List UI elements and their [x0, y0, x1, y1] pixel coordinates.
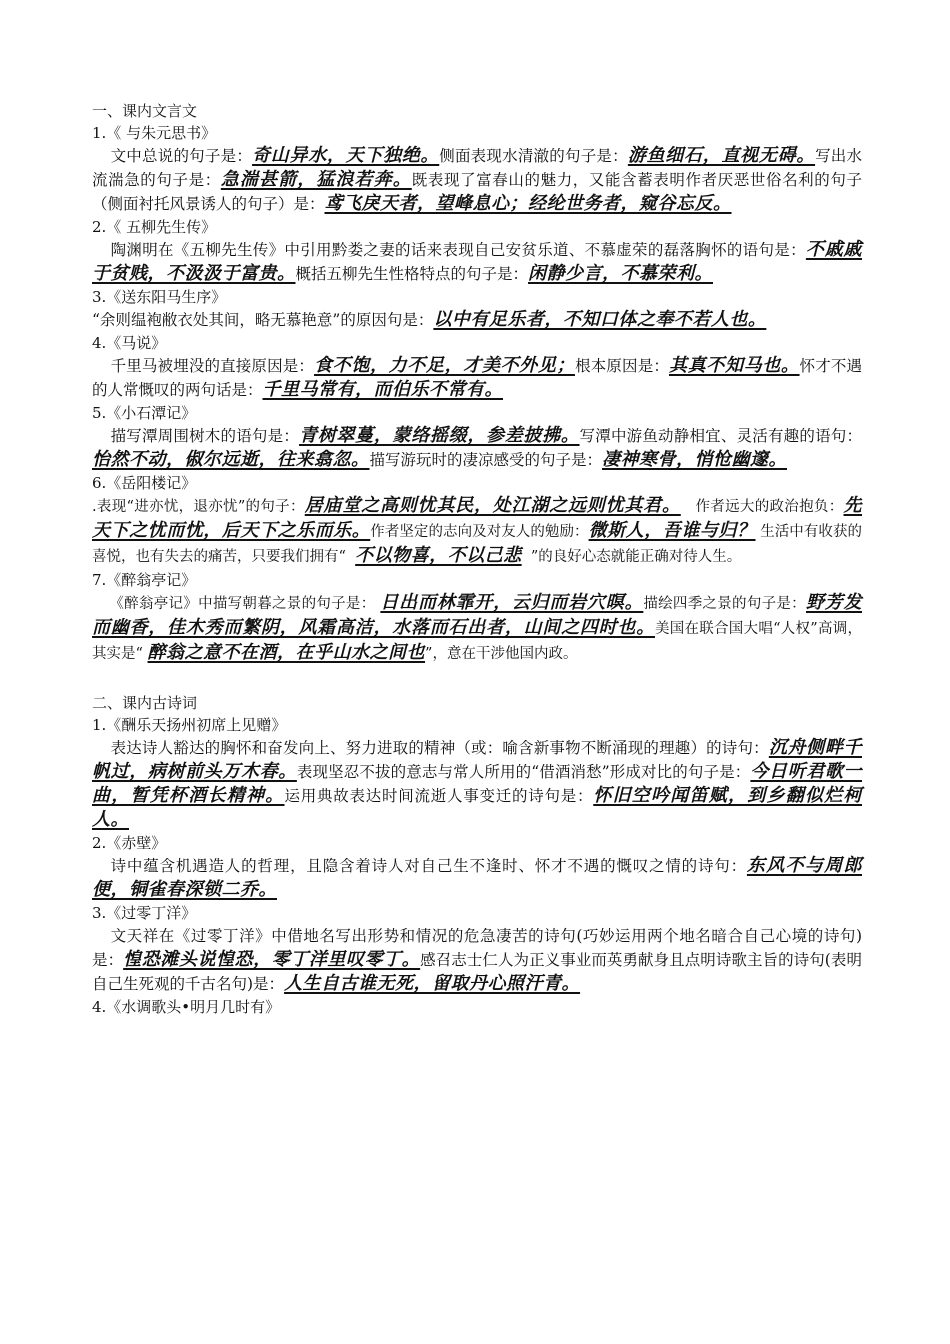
answer-text: 闲静少言，不慕荣利。 — [528, 263, 714, 284]
question-text: 表现坚忍不拔的意志与常人所用的“借酒消愁”形成对比的句子是： — [296, 763, 751, 781]
question-text: 描绘四季之景的句子是： — [643, 596, 806, 612]
answer-text: 微斯人，吾谁与归？ — [588, 520, 756, 541]
item-title-shuidiaogetou: 4.《水调歌头•明月几时有》 — [92, 998, 281, 1016]
question-text: ”的良好心态就能正确对待人生。 — [530, 549, 742, 565]
item-title-mashuo: 4.《马说》 — [92, 334, 167, 352]
question-text: 表达诗人豁达的胸怀和奋发向上、努力进取的精神（或：喻含新事物不断涌现的理趣）的诗句： — [110, 739, 769, 757]
question-text: 既表现了富春山的魅力，又能含蓄表明作者厌恶世俗名利的句子（侧面衬托风景诱人的句子）是： — [92, 171, 862, 213]
item-title-chou-letian: 1.《酬乐天扬州初席上见赠》 — [92, 716, 287, 734]
question-text: 文天祥在《过零丁洋》中借地名写出形势和情况的危急凄苦的诗句(巧妙运用两个地名暗合自己心境的诗句)是： — [92, 927, 862, 969]
item-title-guolingdingyang: 3.《过零丁洋》 — [92, 904, 197, 922]
item-body-xiaoshitan — [92, 424, 862, 472]
section-heading-classical-poetry: 二、课内古诗词 — [92, 694, 198, 712]
answer-text: 居庙堂之高则忧其民，处江湖之远则忧其君。 — [304, 495, 681, 516]
answer-text: 不以物喜，不以己悲 — [355, 545, 522, 566]
item-body-zuiwengting — [92, 591, 862, 666]
question-text: 生活中有收获的喜悦，也有失去的痛苦，只要我们拥有“ — [92, 524, 863, 565]
answer-text: 奇山异水，天下独绝。 — [252, 145, 440, 166]
answer-text: 青树翠蔓，蒙络摇缀，参差披拂。 — [299, 425, 580, 446]
section-spacer — [92, 666, 862, 692]
question-text: 作者坚定的志向及对友人的勉励： — [370, 524, 589, 540]
question-text: ”，意在干涉他国内政。 — [425, 646, 578, 662]
answer-text: 以中有足乐者，不知口体之奉不若人也。 — [433, 309, 767, 330]
answer-text: 惶恐滩头说惶恐，零丁洋里叹零丁。 — [123, 949, 421, 970]
item-body-yuzhuyuansi — [92, 144, 862, 216]
question-text: 作者远大的政治抱负： — [695, 499, 844, 515]
question-text: 描写潭周围树木的语句是： — [110, 427, 300, 445]
answer-text: 人生自古谁无死，留取丹心照汗青。 — [284, 973, 581, 994]
section-heading-classical-prose: 一、课内文言文 — [92, 102, 198, 120]
answer-text: 今日听君歌一曲，暂凭杯酒长精神。 — [92, 761, 863, 806]
answer-text: 其真不知马也。 — [669, 355, 800, 376]
question-text: 感召志士仁人为正义事业而英勇献身且点明诗歌主旨的诗句(表明自己生死观的千古名句)是： — [92, 951, 862, 993]
item-title-wuliu: 2.《 五柳先生传》 — [92, 218, 217, 236]
question-text: 根本原因是： — [574, 357, 669, 375]
answer-text: 鸢飞戾天者，望峰息心；经纶世务者，窥谷忘反。 — [324, 193, 732, 214]
question-text: 运用典故表达时间流逝人事变迁的诗句是： — [284, 787, 594, 805]
item-title-xiaoshitan: 5.《小石潭记》 — [92, 404, 197, 422]
answer-text: 怀旧空吟闻笛赋，到乡翻似烂柯人。 — [92, 785, 862, 830]
item-title-chibi: 2.《赤壁》 — [92, 834, 167, 852]
item-body-songdongyang — [92, 308, 862, 332]
answer-text: 沉舟侧畔千帆过，病树前头万木春。 — [92, 737, 862, 782]
answer-text: 日出而林霏开，云归而岩穴暝。 — [380, 592, 644, 613]
question-text: 怀才不遇的人常慨叹的两句话是： — [92, 357, 862, 399]
answer-text: 野芳发而幽香，佳木秀而繁阴，风霜高洁，水落而石出者，山间之四时也。 — [92, 592, 863, 638]
question-text: 千里马被埋没的直接原因是： — [110, 357, 315, 375]
answer-text: 不戚戚于贫贱，不汲汲于富贵。 — [92, 239, 862, 284]
item-body-guolingdingyang — [92, 924, 862, 996]
item-title-yuzhuyuansi: 1.《 与朱元思书》 — [92, 124, 217, 142]
answer-text: 凄神寒骨，悄怆幽邃。 — [602, 449, 788, 470]
item-title-zuiwengting: 7.《醉翁亭记》 — [92, 571, 197, 589]
item-title-yueyanglou: 6.《岳阳楼记》 — [92, 474, 197, 492]
item-body-chibi — [92, 854, 862, 902]
document-page — [92, 100, 862, 1018]
question-text: 诗中蕴含机遇造人的哲理，且隐含着诗人对自己生不逢时、怀才不遇的慨叹之情的诗句： — [110, 857, 747, 875]
answer-text: 怡然不动，俶尔远逝，往来翕忽。 — [92, 449, 370, 470]
answer-text: 游鱼细石，直视无碍。 — [627, 145, 816, 166]
question-text: .表现“进亦忧，退亦忧”的句子： — [92, 499, 305, 515]
question-text: 写潭中游鱼动静相宜、灵活有趣的语句： — [579, 427, 862, 445]
answer-text: 千里马常有，而伯乐不常有。 — [262, 379, 504, 400]
item-title-songdongyang: 3.《送东阳马生序》 — [92, 288, 227, 306]
question-text: 写出水流湍急的句子是： — [92, 147, 862, 189]
question-text: 美国在联合国大唱“人权”高调，其实是“ — [92, 621, 863, 662]
answer-text: 食不饱，力不足，才美不外见； — [314, 355, 575, 376]
answer-text: 东风不与周郎便，铜雀春深锁二乔。 — [92, 855, 862, 900]
item-body-wuliu — [92, 238, 862, 286]
question-text: 侧面表现水清澈的句子是： — [439, 147, 628, 165]
question-text: 概括五柳先生性格特点的句子是： — [295, 265, 529, 283]
item-body-chou-letian — [92, 736, 862, 832]
question-text: 描写游玩时的凄凉感受的句子是： — [369, 451, 603, 469]
answer-text: 急湍甚箭，猛浪若奔。 — [220, 169, 412, 190]
question-text: 文中总说的句子是： — [110, 147, 253, 165]
answer-text: 醉翁之意不在酒，在乎山水之间也 — [147, 642, 426, 663]
item-body-mashuo — [92, 354, 862, 402]
answer-text: 先天下之忧而忧，后天下之乐而乐。 — [92, 495, 863, 541]
question-text: 《醉翁亭记》中描写朝暮之景的句子是： — [109, 596, 376, 612]
question-text: “余则缊袍敝衣处其间，略无慕艳意”的原因句是： — [92, 311, 434, 329]
item-body-yueyanglou — [92, 494, 862, 569]
question-text: 陶渊明在《五柳先生传》中引用黔娄之妻的话来表现自己安贫乐道、不慕虚荣的磊落胸怀的语句是： — [110, 241, 806, 259]
